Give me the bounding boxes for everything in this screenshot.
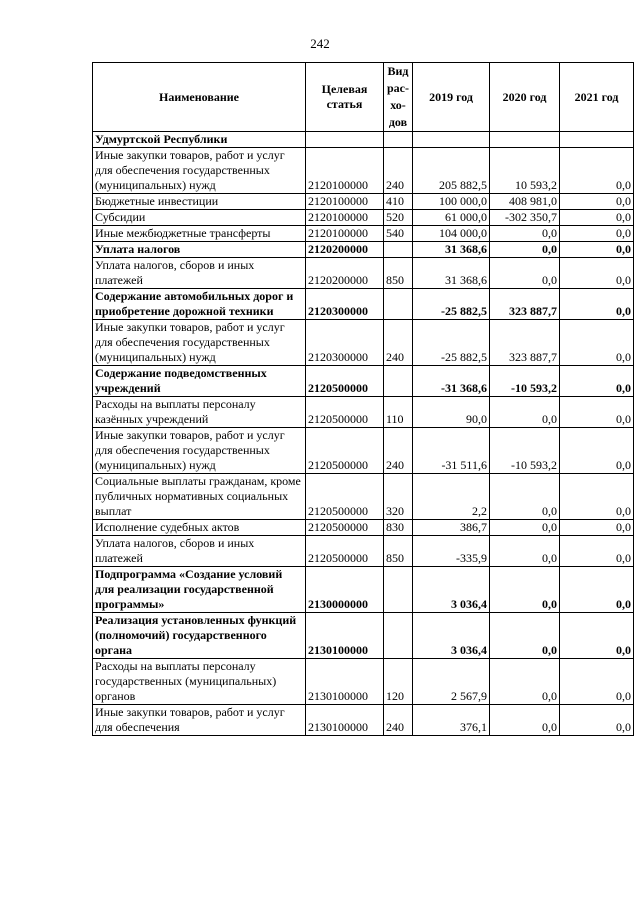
row-value-2019: 31 368,6 [413, 258, 490, 289]
row-value-2019: 205 882,5 [413, 148, 490, 194]
row-type [384, 366, 413, 397]
row-value-2020: 0,0 [490, 613, 560, 659]
row-value-2019: -25 882,5 [413, 289, 490, 320]
table-row [93, 210, 634, 226]
row-value-2021: 0,0 [560, 194, 634, 210]
row-name: Бюджетные инвестиции [93, 194, 306, 210]
row-value-2020: -10 593,2 [490, 428, 560, 474]
row-value-2021: 0,0 [560, 520, 634, 536]
row-code: 2120200000 [306, 258, 384, 289]
row-type: 240 [384, 428, 413, 474]
row-type: 120 [384, 659, 413, 705]
row-type: 410 [384, 194, 413, 210]
row-value-2019: 376,1 [413, 705, 490, 736]
row-type: 850 [384, 536, 413, 567]
row-type: 240 [384, 705, 413, 736]
table-row [93, 536, 634, 567]
row-value-2021: 0,0 [560, 210, 634, 226]
row-code: 2130100000 [306, 613, 384, 659]
table-row [93, 705, 634, 736]
row-value-2021: 0,0 [560, 320, 634, 366]
row-value-2021 [560, 132, 634, 148]
header-type: Вид рас-хо-дов [384, 63, 413, 132]
table-row [93, 428, 634, 474]
table-row [93, 659, 634, 705]
row-value-2021: 0,0 [560, 289, 634, 320]
row-code: 2120500000 [306, 474, 384, 520]
row-value-2019: 3 036,4 [413, 613, 490, 659]
row-value-2019: -31 511,6 [413, 428, 490, 474]
row-name: Реализация установленных функций (полномочий) государственного органа [93, 613, 306, 659]
row-value-2021: 0,0 [560, 613, 634, 659]
row-value-2021: 0,0 [560, 659, 634, 705]
row-name: Социальные выплаты гражданам, кроме публичных нормативных социальных выплат [93, 474, 306, 520]
table-row [93, 194, 634, 210]
row-type [384, 567, 413, 613]
row-value-2020: 323 887,7 [490, 289, 560, 320]
row-type: 520 [384, 210, 413, 226]
row-code: 2120200000 [306, 242, 384, 258]
table-row [93, 242, 634, 258]
row-value-2020: -10 593,2 [490, 366, 560, 397]
row-value-2021: 0,0 [560, 474, 634, 520]
page-number: 242 [310, 36, 330, 51]
table-row [93, 320, 634, 366]
row-value-2020: 0,0 [490, 242, 560, 258]
row-code: 2120100000 [306, 194, 384, 210]
table-row [93, 148, 634, 194]
row-value-2020: 0,0 [490, 520, 560, 536]
header-name: Наименование [93, 63, 306, 132]
row-type: 240 [384, 148, 413, 194]
table-row [93, 613, 634, 659]
row-value-2020 [490, 132, 560, 148]
row-type [384, 242, 413, 258]
row-value-2019: 386,7 [413, 520, 490, 536]
row-value-2021: 0,0 [560, 242, 634, 258]
row-code: 2120500000 [306, 366, 384, 397]
row-value-2020: 0,0 [490, 567, 560, 613]
row-name: Иные закупки товаров, работ и услуг для обеспечения государственных (муниципальных) нужд [93, 428, 306, 474]
row-value-2019 [413, 132, 490, 148]
row-code: 2130000000 [306, 567, 384, 613]
table-row [93, 474, 634, 520]
row-value-2019: -25 882,5 [413, 320, 490, 366]
row-code [306, 132, 384, 148]
row-code: 2120100000 [306, 210, 384, 226]
row-type: 240 [384, 320, 413, 366]
row-type: 540 [384, 226, 413, 242]
row-value-2021: 0,0 [560, 148, 634, 194]
row-value-2021: 0,0 [560, 705, 634, 736]
row-value-2021: 0,0 [560, 366, 634, 397]
row-value-2019: -335,9 [413, 536, 490, 567]
row-value-2019: -31 368,6 [413, 366, 490, 397]
row-name: Уплата налогов, сборов и иных платежей [93, 258, 306, 289]
row-name: Подпрограмма «Создание условий для реализации государственной программы» [93, 567, 306, 613]
row-name: Уплата налогов, сборов и иных платежей [93, 536, 306, 567]
row-name: Субсидии [93, 210, 306, 226]
row-value-2020: 0,0 [490, 536, 560, 567]
row-code: 2120100000 [306, 148, 384, 194]
row-type [384, 289, 413, 320]
row-value-2021: 0,0 [560, 397, 634, 428]
row-name: Расходы на выплаты персоналу казённых учреждений [93, 397, 306, 428]
row-value-2019: 3 036,4 [413, 567, 490, 613]
table-row [93, 397, 634, 428]
row-value-2019: 2 567,9 [413, 659, 490, 705]
row-code: 2120500000 [306, 428, 384, 474]
header-2021: 2021 год [560, 63, 634, 132]
row-value-2020: 10 593,2 [490, 148, 560, 194]
row-name: Уплата налогов [93, 242, 306, 258]
row-name: Содержание подведомственных учреждений [93, 366, 306, 397]
row-name: Удмуртской Республики [93, 132, 306, 148]
row-value-2019: 100 000,0 [413, 194, 490, 210]
table-row [93, 567, 634, 613]
row-value-2019: 90,0 [413, 397, 490, 428]
row-value-2019: 104 000,0 [413, 226, 490, 242]
header-2019: 2019 год [413, 63, 490, 132]
row-name: Иные закупки товаров, работ и услуг для обеспечения государственных (муниципальных) нужд [93, 148, 306, 194]
row-value-2020: -302 350,7 [490, 210, 560, 226]
row-name: Иные закупки товаров, работ и услуг для обеспечения [93, 705, 306, 736]
budget-table [92, 62, 634, 736]
row-code: 2130100000 [306, 659, 384, 705]
row-value-2020: 0,0 [490, 226, 560, 242]
row-name: Расходы на выплаты персоналу государственных (муниципальных) органов [93, 659, 306, 705]
row-name: Содержание автомобильных дорог и приобретение дорожной техники [93, 289, 306, 320]
row-type [384, 613, 413, 659]
row-value-2021: 0,0 [560, 536, 634, 567]
row-value-2020: 0,0 [490, 659, 560, 705]
header-code: Целевая статья [306, 63, 384, 132]
table-row [93, 258, 634, 289]
row-value-2019: 61 000,0 [413, 210, 490, 226]
row-type: 850 [384, 258, 413, 289]
row-value-2021: 0,0 [560, 567, 634, 613]
row-value-2020: 0,0 [490, 258, 560, 289]
row-value-2020: 0,0 [490, 474, 560, 520]
row-code: 2120500000 [306, 536, 384, 567]
table-row [93, 366, 634, 397]
row-name: Иные закупки товаров, работ и услуг для обеспечения государственных (муниципальных) нужд [93, 320, 306, 366]
row-value-2021: 0,0 [560, 226, 634, 242]
row-value-2020: 323 887,7 [490, 320, 560, 366]
row-value-2020: 408 981,0 [490, 194, 560, 210]
row-value-2021: 0,0 [560, 258, 634, 289]
row-type: 320 [384, 474, 413, 520]
row-code: 2120300000 [306, 320, 384, 366]
row-code: 2120300000 [306, 289, 384, 320]
row-type: 110 [384, 397, 413, 428]
row-code: 2120500000 [306, 397, 384, 428]
row-type: 830 [384, 520, 413, 536]
row-value-2019: 31 368,6 [413, 242, 490, 258]
row-name: Иные межбюджетные трансферты [93, 226, 306, 242]
row-value-2019: 2,2 [413, 474, 490, 520]
table-row [93, 520, 634, 536]
table-row [93, 132, 634, 148]
row-code: 2130100000 [306, 705, 384, 736]
row-name: Исполнение судебных актов [93, 520, 306, 536]
header-2020: 2020 год [490, 63, 560, 132]
table-header-row [93, 63, 634, 132]
row-type [384, 132, 413, 148]
table-row [93, 289, 634, 320]
row-value-2020: 0,0 [490, 397, 560, 428]
row-value-2021: 0,0 [560, 428, 634, 474]
table-row [93, 226, 634, 242]
row-code: 2120500000 [306, 520, 384, 536]
row-value-2020: 0,0 [490, 705, 560, 736]
row-code: 2120100000 [306, 226, 384, 242]
